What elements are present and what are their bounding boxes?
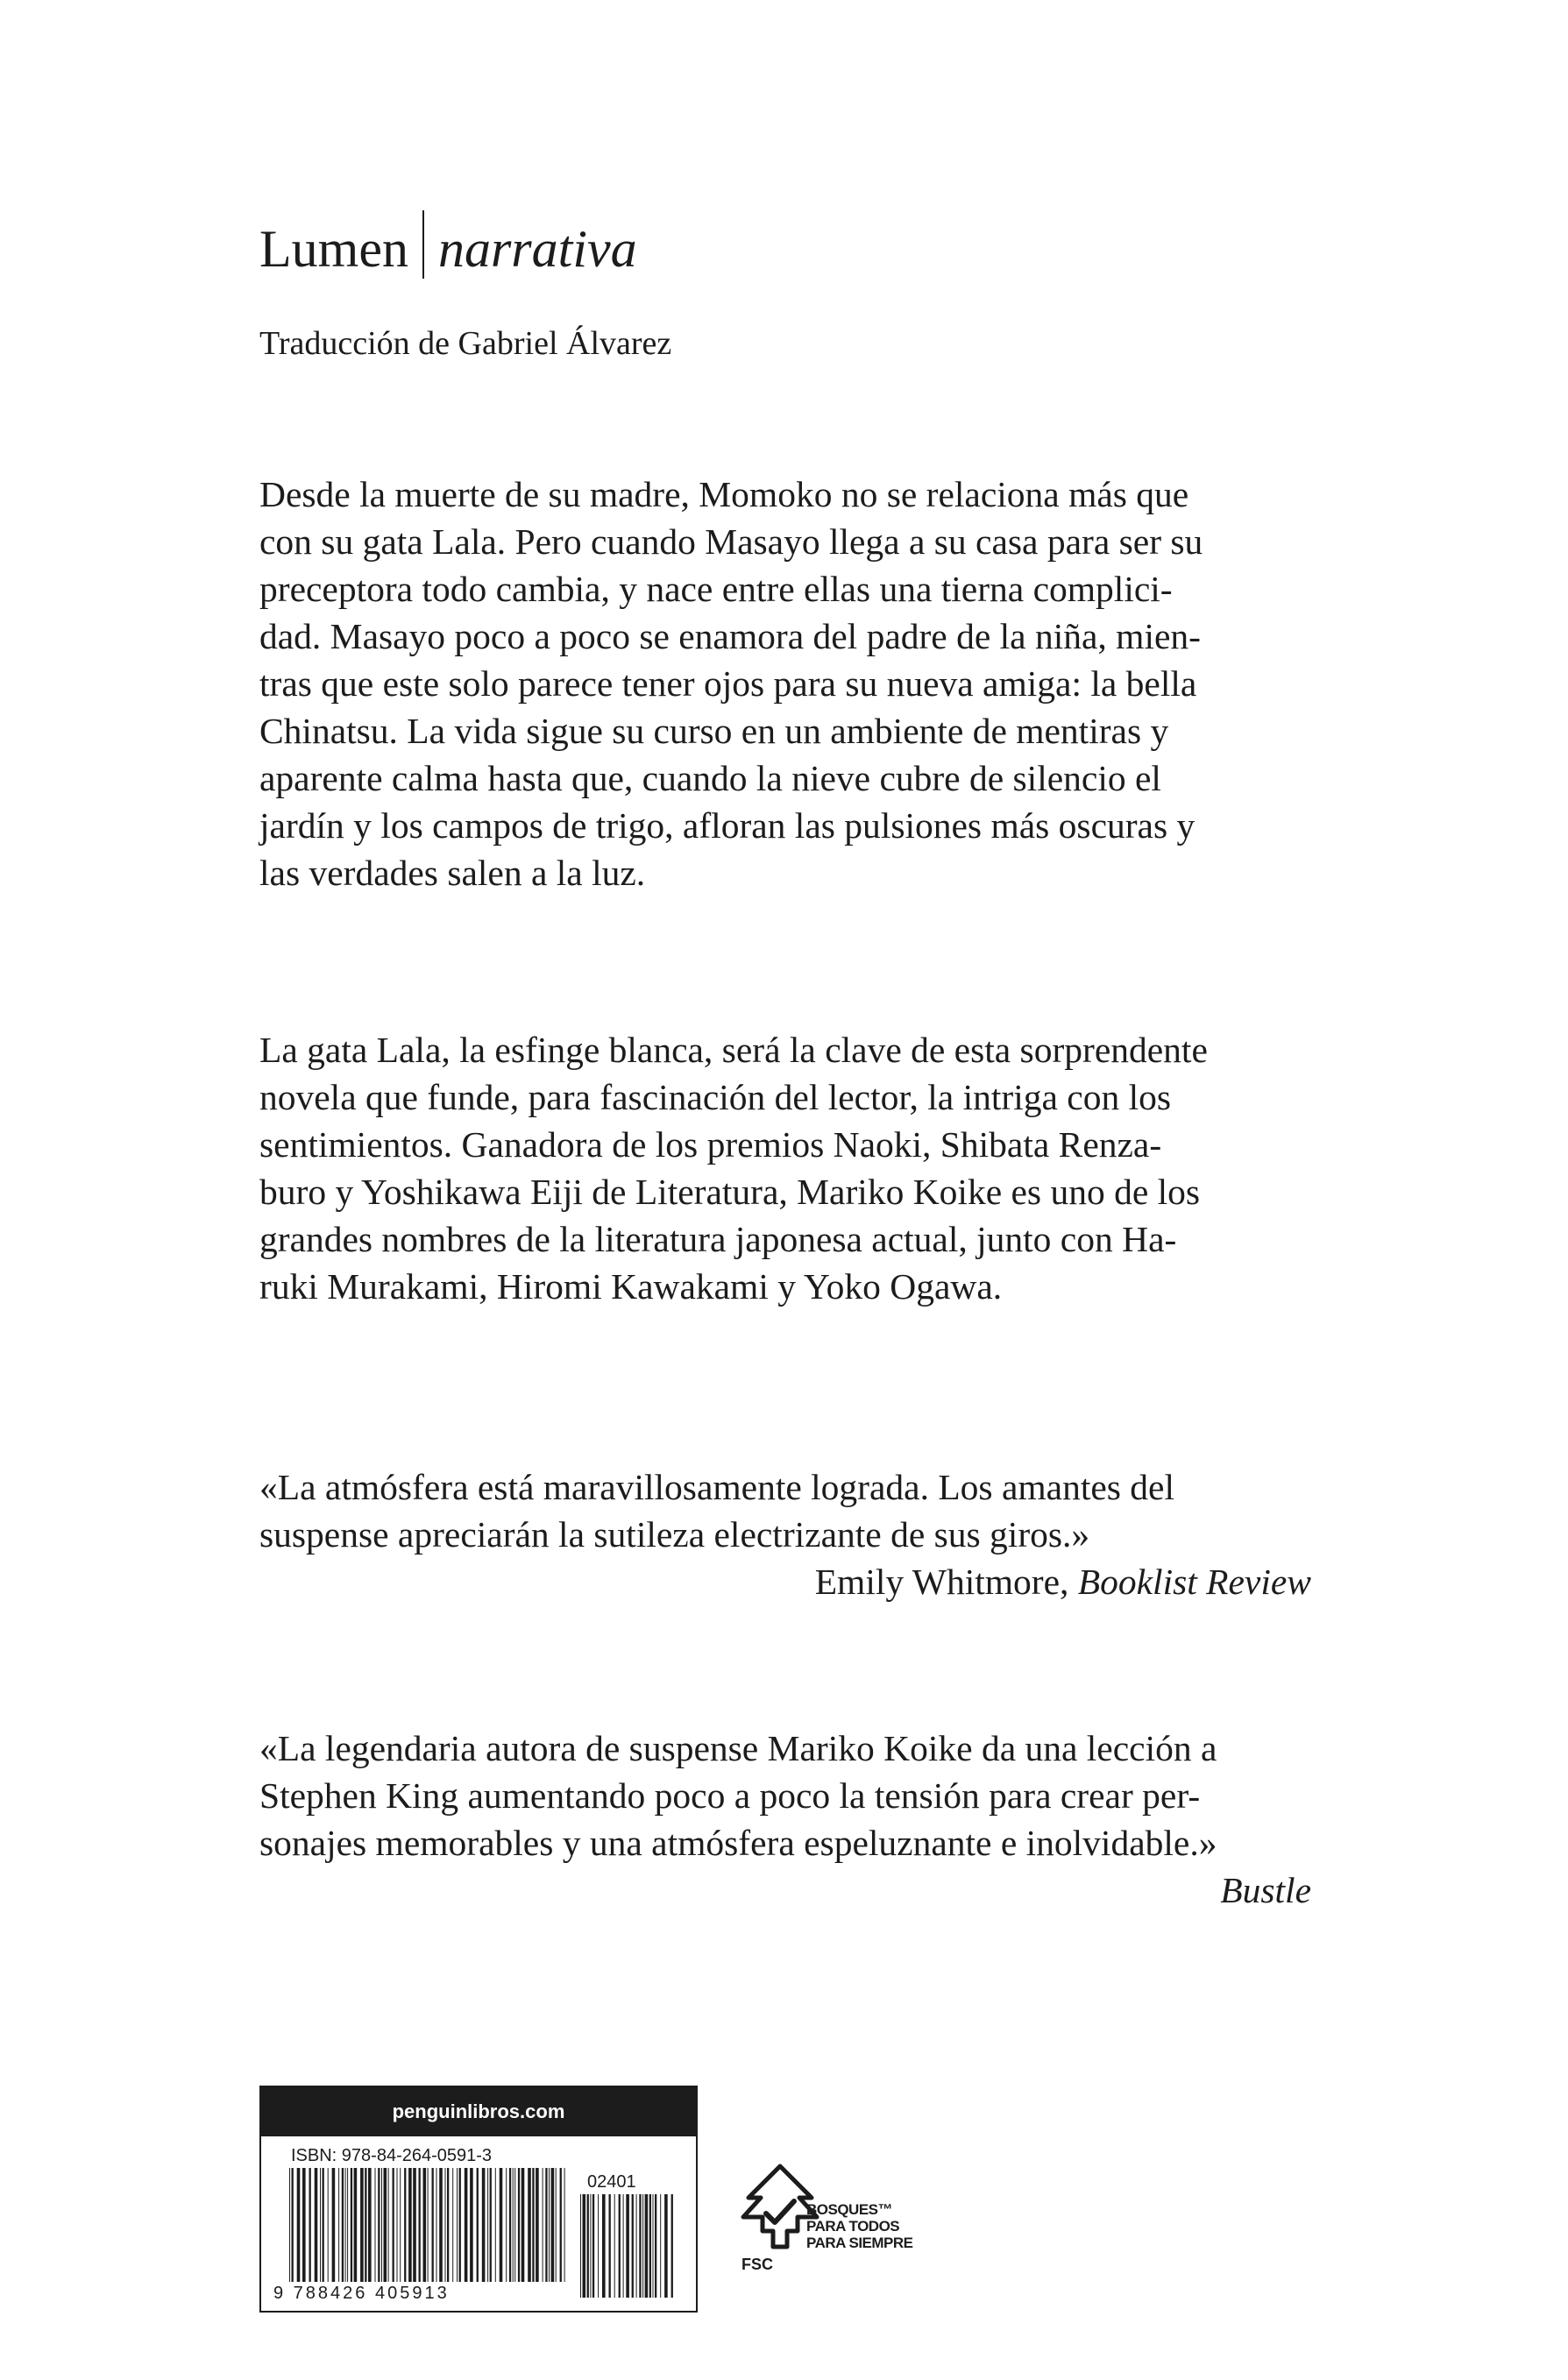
barcode-bar bbox=[532, 2168, 534, 2282]
barcode-bar bbox=[439, 2168, 443, 2282]
quote-line: sonajes memorables y una atmósfera espeluznante e inolvidable.» bbox=[259, 1823, 1217, 1863]
barcode-bar bbox=[381, 2168, 382, 2282]
barcode-bar bbox=[332, 2168, 336, 2282]
barcode-bar bbox=[482, 2168, 486, 2282]
barcode-bar bbox=[564, 2168, 565, 2282]
barcode-bar bbox=[500, 2168, 503, 2282]
barcode-panel bbox=[259, 2086, 698, 2313]
website-label: penguinlibros.com bbox=[261, 2087, 696, 2136]
barcode-bar bbox=[347, 2168, 348, 2282]
barcode-bar bbox=[428, 2168, 429, 2282]
fsc-label: FSC bbox=[741, 2256, 773, 2273]
barcode-bar bbox=[623, 2194, 624, 2298]
barcode-bar bbox=[545, 2168, 547, 2282]
publisher-brand bbox=[259, 210, 637, 280]
barcode-bar bbox=[328, 2168, 329, 2282]
barcode-bar bbox=[452, 2168, 453, 2282]
barcode-bar bbox=[413, 2168, 416, 2282]
barcode-bar bbox=[632, 2194, 634, 2298]
barcode-bar bbox=[602, 2194, 606, 2298]
fsc-slogan bbox=[806, 2201, 913, 2251]
barcode-bar bbox=[490, 2168, 492, 2282]
barcode-bar bbox=[404, 2168, 406, 2282]
barcode-bar bbox=[436, 2168, 437, 2282]
synopsis-line: tras que este solo parece tener ojos para su nueva amiga: la bella bbox=[259, 663, 1197, 704]
barcode-bar bbox=[378, 2168, 380, 2282]
barcode-bar bbox=[664, 2194, 668, 2298]
publisher-name: Lumen bbox=[259, 220, 408, 278]
review-quote bbox=[259, 1725, 1311, 1914]
synopsis-line: las verdades salen a la luz. bbox=[259, 853, 646, 893]
barcode-bars bbox=[287, 2168, 566, 2282]
synopsis-line: preceptora todo cambia, y nace entre ellas una tierna complici- bbox=[259, 569, 1173, 609]
barcode-bar bbox=[487, 2168, 488, 2282]
barcode-bar bbox=[513, 2168, 514, 2282]
barcode-bar bbox=[495, 2168, 496, 2282]
barcode-bar bbox=[509, 2168, 511, 2282]
author-blurb-line: ruki Murakami, Hiromi Kawakami y Yoko Ogawa. bbox=[259, 1266, 1003, 1307]
barcode-digits: 9 788426 405913 bbox=[273, 2284, 450, 2303]
barcode-bar bbox=[302, 2168, 306, 2282]
barcode-bar bbox=[549, 2168, 550, 2282]
author-blurb-line: sentimientos. Ganadora de los premios Naoki, Shibata Renza- bbox=[259, 1124, 1162, 1165]
quote-source bbox=[259, 1558, 1311, 1605]
barcode-bar bbox=[645, 2194, 649, 2298]
barcode-bar bbox=[289, 2168, 290, 2282]
barcode-bar bbox=[649, 2194, 651, 2298]
barcode-bar bbox=[587, 2194, 589, 2298]
author-blurb-line: grandes nombres de la literatura japonesa actual, junto con Ha- bbox=[259, 1219, 1177, 1259]
barcode-bar bbox=[636, 2194, 637, 2298]
barcode-bar bbox=[580, 2194, 581, 2298]
barcode-bar bbox=[423, 2168, 427, 2282]
barcode-bar bbox=[368, 2168, 372, 2282]
barcode-bar bbox=[671, 2194, 673, 2298]
barcode-bar bbox=[388, 2168, 389, 2282]
barcode-bar bbox=[323, 2168, 324, 2282]
author-blurb-line: buro y Yoshikawa Eiji de Literatura, Mariko Koike es uno de los bbox=[259, 1172, 1201, 1212]
fsc-slogan-line: PARA SIEMPRE bbox=[806, 2235, 913, 2251]
barcode-addon-bars bbox=[578, 2194, 675, 2298]
barcode-bar bbox=[297, 2168, 301, 2282]
barcode-bar bbox=[360, 2168, 364, 2282]
barcode-bar bbox=[342, 2168, 344, 2282]
barcode-bar bbox=[447, 2168, 449, 2282]
quote-author: Emily Whitmore, bbox=[814, 1562, 1069, 1602]
barcode-bar bbox=[465, 2168, 468, 2282]
imprint-name: narrativa bbox=[437, 220, 637, 278]
barcode-bar bbox=[598, 2194, 599, 2298]
quote-publication: Bustle bbox=[1220, 1870, 1311, 1910]
barcode-bar bbox=[397, 2168, 398, 2282]
barcode-bar bbox=[518, 2168, 520, 2282]
barcode-bar bbox=[590, 2194, 591, 2298]
quote-source bbox=[259, 1866, 1311, 1914]
synopsis-line: aparente calma hasta que, cuando la nieve cubre de silencio el bbox=[259, 758, 1161, 798]
barcode-bar bbox=[375, 2168, 376, 2282]
quote-line: suspense apreciarán la sutileza electrizante de sus giros.» bbox=[259, 1514, 1090, 1555]
barcode-bar bbox=[614, 2194, 615, 2298]
barcode-bar bbox=[583, 2194, 586, 2298]
synopsis-line: Desde la muerte de su madre, Momoko no se relaciona más que bbox=[259, 474, 1189, 514]
barcode-bar bbox=[642, 2194, 643, 2298]
barcode-bar bbox=[556, 2168, 557, 2282]
barcode-bar bbox=[653, 2194, 654, 2298]
barcode-bar bbox=[393, 2168, 394, 2282]
synopsis-paragraph bbox=[259, 471, 1311, 896]
barcode-bar bbox=[470, 2168, 473, 2282]
quote-line: «La atmósfera está maravillosamente lograda. Los amantes del bbox=[259, 1467, 1175, 1507]
barcode-bar bbox=[655, 2194, 656, 2298]
review-quote bbox=[259, 1463, 1311, 1605]
barcode-bar bbox=[551, 2168, 555, 2282]
translator-credit: Traducción de Gabriel Álvarez bbox=[259, 325, 672, 362]
barcode-bar bbox=[609, 2194, 611, 2298]
quote-publication: Booklist Review bbox=[1077, 1562, 1311, 1602]
barcode-bar bbox=[354, 2168, 358, 2282]
barcode-bar bbox=[338, 2168, 339, 2282]
barcode-bar bbox=[445, 2168, 446, 2282]
barcode-bar bbox=[345, 2168, 346, 2282]
barcode-bar bbox=[459, 2168, 461, 2282]
barcode-bar bbox=[536, 2168, 539, 2282]
barcode-bar bbox=[514, 2168, 515, 2282]
barcode-bar bbox=[660, 2194, 661, 2298]
author-blurb-line: La gata Lala, la esfinge blanca, será la clave de esta sorprendente bbox=[259, 1030, 1208, 1070]
quote-line: «La legendaria autora de suspense Mariko Koike da una lección a bbox=[259, 1728, 1217, 1768]
barcode-bar bbox=[419, 2168, 421, 2282]
brand-divider bbox=[422, 210, 424, 279]
barcode-bar bbox=[528, 2168, 531, 2282]
barcode-bar bbox=[592, 2194, 594, 2298]
synopsis-line: Chinatsu. La vida sigue su curso en un ambiente de mentiras y bbox=[259, 711, 1169, 751]
barcode-bar bbox=[351, 2168, 352, 2282]
barcode-bar bbox=[506, 2168, 507, 2282]
fsc-slogan-line: PARA TODOS bbox=[806, 2218, 900, 2235]
barcode-bar bbox=[309, 2168, 311, 2282]
barcode-bar bbox=[560, 2168, 562, 2282]
barcode-bar bbox=[521, 2168, 525, 2282]
author-blurb-paragraph bbox=[259, 1026, 1311, 1310]
isbn-label: ISBN: 978-84-264-0591-3 bbox=[291, 2146, 493, 2165]
barcode-bar bbox=[432, 2168, 434, 2282]
barcode-bar bbox=[639, 2194, 641, 2298]
barcode-bar bbox=[384, 2168, 387, 2282]
quote-line: Stephen King aumentando poco a poco la tensión para crear per- bbox=[259, 1775, 1201, 1816]
barcode-bar bbox=[626, 2194, 629, 2298]
synopsis-line: con su gata Lala. Pero cuando Masayo llega a su casa para ser su bbox=[259, 521, 1203, 562]
barcode-bar bbox=[408, 2168, 412, 2282]
barcode-bar bbox=[292, 2168, 294, 2282]
synopsis-line: jardín y los campos de trigo, afloran las pulsiones más oscuras y bbox=[259, 805, 1196, 846]
barcode-bar bbox=[400, 2168, 401, 2282]
fsc-slogan-line: BOSQUES™ bbox=[806, 2201, 893, 2218]
author-blurb-line: novela que funde, para fascinación del lector, la intriga con los bbox=[259, 1077, 1172, 1117]
barcode-bar bbox=[619, 2194, 621, 2298]
barcode-bar bbox=[457, 2168, 458, 2282]
barcode-addon-label: 02401 bbox=[587, 2172, 636, 2192]
barcode-bar bbox=[365, 2168, 366, 2282]
barcode-bar bbox=[320, 2168, 321, 2282]
synopsis-line: dad. Masayo poco a poco se enamora del padre de la niña, mien- bbox=[259, 616, 1201, 656]
barcode-bar bbox=[477, 2168, 479, 2282]
barcode-bar bbox=[315, 2168, 318, 2282]
